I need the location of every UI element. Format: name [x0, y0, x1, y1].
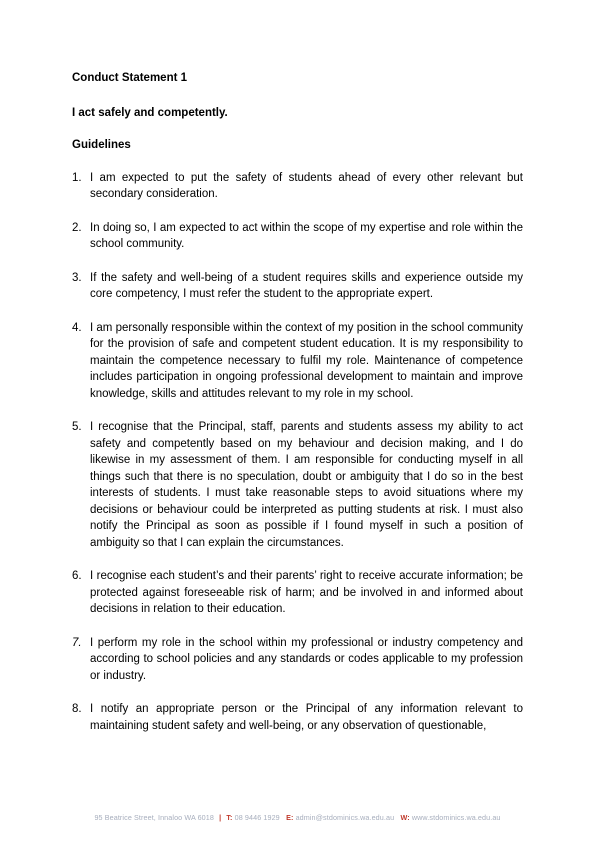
list-item-number: 5. [72, 421, 82, 433]
list-item-text: I am personally responsible within the context of my position in the school community for the provision of safe and competent student education. It is my responsibility to maintain the competence necessary to fulfil my role. Maintenance of competence includes participation in ongoing professional development to maintain and improve knowledge, skills and attitudes relevant to my role in my school. [90, 321, 523, 400]
guidelines-heading: Guidelines [72, 139, 131, 151]
footer-address: 95 Beatrice Street, Innaloo WA 6018 [94, 813, 214, 822]
list-item [72, 270, 523, 303]
page-footer [0, 813, 595, 822]
list-item-number: 2. [72, 221, 82, 234]
list-item-number: 8. [72, 703, 82, 715]
footer-email-key: E: [286, 813, 294, 822]
list-item-text: I notify an appropriate person or the Principal of any information relevant to maintaining student safety and well-being, or any observation of questionable, [90, 703, 523, 732]
list-item [72, 419, 523, 551]
list-item-text: If the safety and well-being of a student requires skills and experience outside my core competency, I must refer the student to the appropriate expert. [90, 271, 523, 300]
footer-web[interactable]: www.stdominics.wa.edu.au [411, 813, 501, 822]
list-item [72, 170, 523, 203]
list-item-number: 4. [72, 321, 82, 334]
guidelines-list [72, 170, 523, 735]
list-item-text: In doing so, I am expected to act within the scope of my expertise and role within the school community. [90, 221, 523, 250]
conduct-statement-text: I act safely and competently. [72, 106, 228, 119]
footer-email[interactable]: admin@stdominics.wa.edu.au [295, 813, 395, 822]
footer-web-key: W: [400, 813, 410, 822]
list-item-number: 6. [72, 570, 82, 582]
list-item-text: I perform my role in the school within my professional or industry competency and according to school policies and any standards or codes applicable to my profession or industry. [90, 636, 523, 682]
list-item-number: 1. [72, 171, 82, 184]
footer-separator: | [219, 813, 222, 822]
document-page [72, 70, 523, 751]
footer-phone: 08 9446 1929 [234, 813, 280, 822]
conduct-statement-title: Conduct Statement 1 [72, 72, 188, 84]
list-item-text: I recognise each student’s and their parents’ right to receive accurate information; be protected against foreseeable risk of harm; and be involved in and informed about decisions in relation to their education. [90, 570, 523, 615]
list-item [72, 701, 523, 734]
list-item [72, 320, 523, 403]
list-item-text: I recognise that the Principal, staff, parents and students assess my ability to act safety and competently based on my behaviour and decision making, and I do likewise in my assessment of them. I am responsible for conducting myself in all things such that there is no speculation, doubt or ambiguity that I do so in the best interests of students. I must take reasonable steps to avoid situations where my decisions or behaviour could be interpreted as putting students at risk. I must also notify the Principal as soon as possible if I found myself in such a position of ambiguity so that I can explain the circumstances. [90, 421, 523, 549]
list-item-number: 7. [72, 636, 82, 649]
list-item-text: I am expected to put the safety of students ahead of every other relevant but secondary consideration. [90, 171, 523, 200]
list-item-number: 3. [72, 271, 82, 284]
list-item [72, 568, 523, 618]
list-item [72, 220, 523, 253]
footer-phone-key: T: [226, 813, 233, 822]
list-item [72, 635, 523, 685]
